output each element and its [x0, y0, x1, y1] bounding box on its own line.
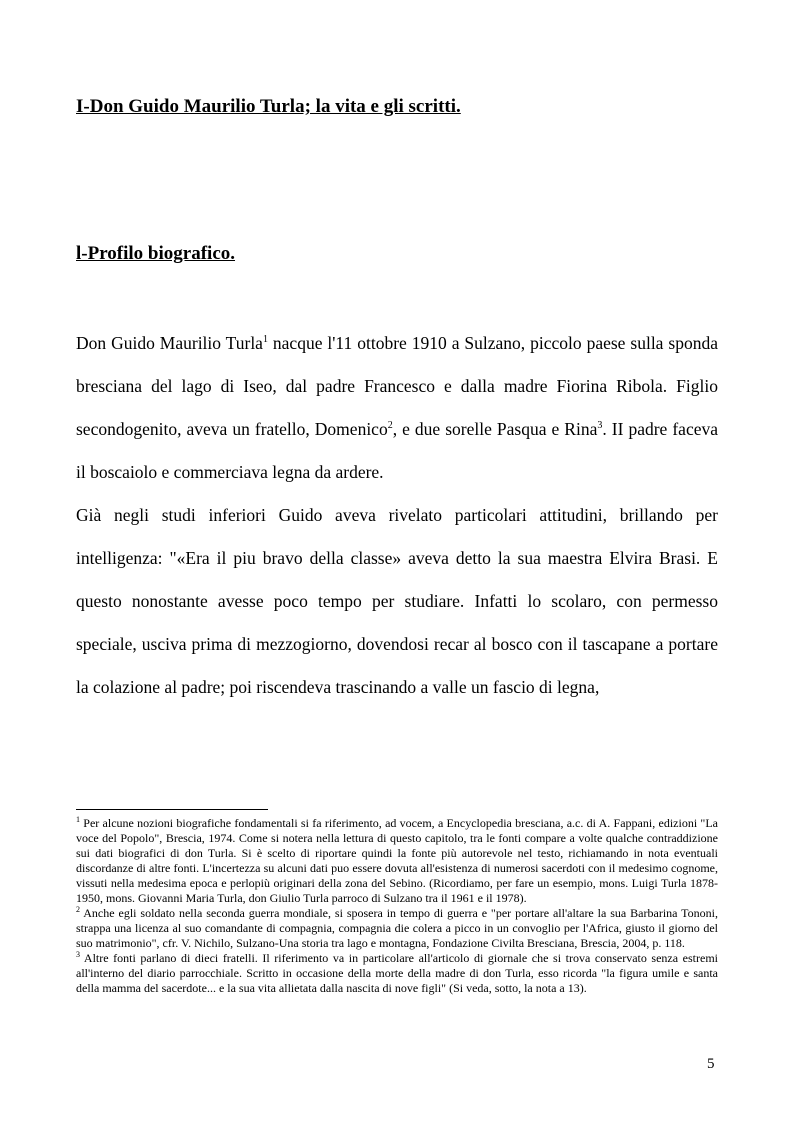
page-number: 5: [707, 1056, 715, 1072]
footnote-ref-2[interactable]: 2: [387, 420, 393, 431]
footnote-number: 2: [76, 905, 80, 914]
paragraph-1: [76, 322, 718, 494]
footnote-1: [76, 816, 718, 906]
text-run: Già negli studi inferiori Guido aveva rivelato particolari attitudini, brillando per intelligenza: "«Era il piu bravo della classe» aveva detto la sua maestra Elvira Brasi. E questo nonostante avesse poco tempo per studiare. Infatti lo scolaro, con permesso speciale, usciva prima di mezzogiorno, dovendosi recar al bosco con il tascapane a portare la colazione al padre; poi riscendeva trascinando a valle un fascio di legna,: [76, 505, 718, 697]
footnote-text: Altre fonti parlano di dieci fratelli. Il riferimento va in particolare all'articolo di giornale che si trova conservato senza estremi all'interno del diario parrocchiale. Scritto in occasione della morte della madre di don Turla, esso ricorda "la figura umile e santa della mamma del sacerdote... e la sua vita allietata dalla nascita di nove figli" (Si veda, sotto, la nota a 13).: [76, 951, 718, 995]
chapter-title: I-Don Guido Maurilio Turla; la vita e gli scritti.: [76, 96, 461, 117]
text-run: Don Guido Maurilio Turla: [76, 333, 263, 353]
footnote-number: 1: [76, 815, 80, 824]
footnote-2: [76, 906, 718, 951]
footnote-ref-1[interactable]: 1: [262, 334, 268, 345]
footnote-separator: [76, 809, 268, 810]
section-title: l-Profilo biografico.: [76, 243, 236, 264]
footnote-text: Per alcune nozioni biografiche fondamentali si fa riferimento, ad vocem, a Encyclopedia bresciana, a.c. di A. Fappani, edizioni "La voce del Popolo", Brescia, 1974. Come si notera nella lettura di questo capitolo, tra le fonti compare a volte qualche contraddizione sui dati biografici di don Turla. Si è scelto di riportare quindi la fonte più autorevole nel testo, richiamando in nota eventuali discordanze di altre fonti. L'incertezza su alcuni dati puo essere dovuta all'esistenza di numerosi sacerdoti con il medesimo cognome, vissuti nella medesima epoca e perlopiù originari della zona del Sebino. (Ricordiamo, per fare un esempio, mons. Luigi Turla 1878-1950, mons. Giovanni Maria Turla, don Giulio Turla parroco di Sulzano tra il 1961 e il 1978).: [76, 816, 718, 905]
text-run: nacque l'11 ottobre 1910 a Sulzano, piccolo paese sulla sponda bresciana del lago di Iseo, dal padre Francesco e dalla madre Fiorina Ribola. Figlio secondogenito, aveva un fratello, Domenico: [76, 333, 718, 439]
footnote-number: 3: [76, 950, 80, 959]
footnotes: [76, 816, 718, 996]
body-text: [76, 322, 718, 709]
text-run: . II padre faceva il boscaiolo e commerciava legna da ardere.: [76, 419, 718, 482]
footnote-ref-3[interactable]: 3: [597, 420, 603, 431]
footnote-text: Anche egli soldato nella seconda guerra mondiale, si sposera in tempo di guerra e "per portare all'altare la sua Barbarina Tononi, strappa una licenza al suo comandante di compagnia, compagnia die colera a picco in un convoglio per l'Africa, giusto il giorno del suo matrimonio", cfr. V. Nichilo, Sulzano-Una storia tra lago e montagna, Fondazione Civilta Bresciana, Brescia, 2004, p. 118.: [76, 906, 718, 950]
footnote-3: [76, 951, 718, 996]
paragraph-2: [76, 494, 718, 709]
text-run: , e due sorelle Pasqua e Rina: [392, 419, 598, 439]
